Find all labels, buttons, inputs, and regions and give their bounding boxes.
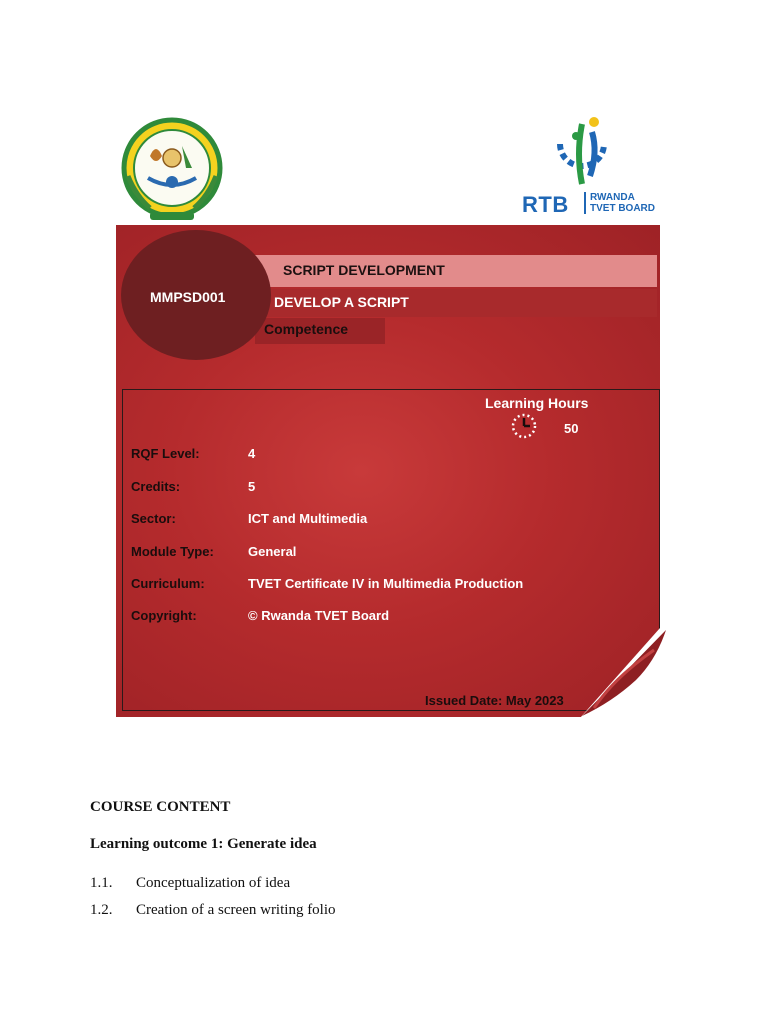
module-type-value: General [248,544,297,559]
page-curl-icon [580,628,670,720]
rqf-level-value: 4 [248,446,256,461]
list-item-number: 1.1. [90,875,113,891]
sector-label: Sector: [131,511,176,526]
copyright-label: Copyright: [131,608,197,623]
sector-value: ICT and Multimedia [248,511,368,526]
module-title: SCRIPT DEVELOPMENT [283,262,445,278]
learning-hours-label: Learning Hours [485,395,589,411]
list-item: Creation of a screen writing folio [136,902,336,918]
rqf-level-label: RQF Level: [131,446,200,461]
rtb-logo-subtitle [584,192,655,214]
clock-icon [508,412,544,440]
curriculum-label: Curriculum: [131,576,205,591]
module-subtitle: DEVELOP A SCRIPT [274,294,409,310]
module-code: MMPSD001 [150,289,226,305]
rtb-logo-text: RTB [522,192,569,217]
curriculum-value: TVET Certificate IV in Multimedia Production [248,576,524,591]
rtb-logo-sub-line-1: RWANDA [590,192,635,203]
module-type-label: Module Type: [131,544,214,559]
issued-date: Issued Date: May 2023 [425,693,564,708]
course-content-heading: COURSE CONTENT [90,799,231,815]
copyright-value: © Rwanda TVET Board [248,608,390,623]
list-item: Conceptualization of idea [136,875,291,891]
credits-value: 5 [248,479,256,494]
list-item-number: 1.2. [90,902,113,918]
learning-outcome-heading: Learning outcome 1: Generate idea [90,836,317,852]
rtb-logo-sub-line-2: TVET BOARD [590,203,655,214]
competence-label: Competence [264,321,349,337]
learning-hours-value: 50 [564,421,579,436]
rwanda-emblem-seal [120,116,224,224]
credits-label: Credits: [131,479,181,494]
